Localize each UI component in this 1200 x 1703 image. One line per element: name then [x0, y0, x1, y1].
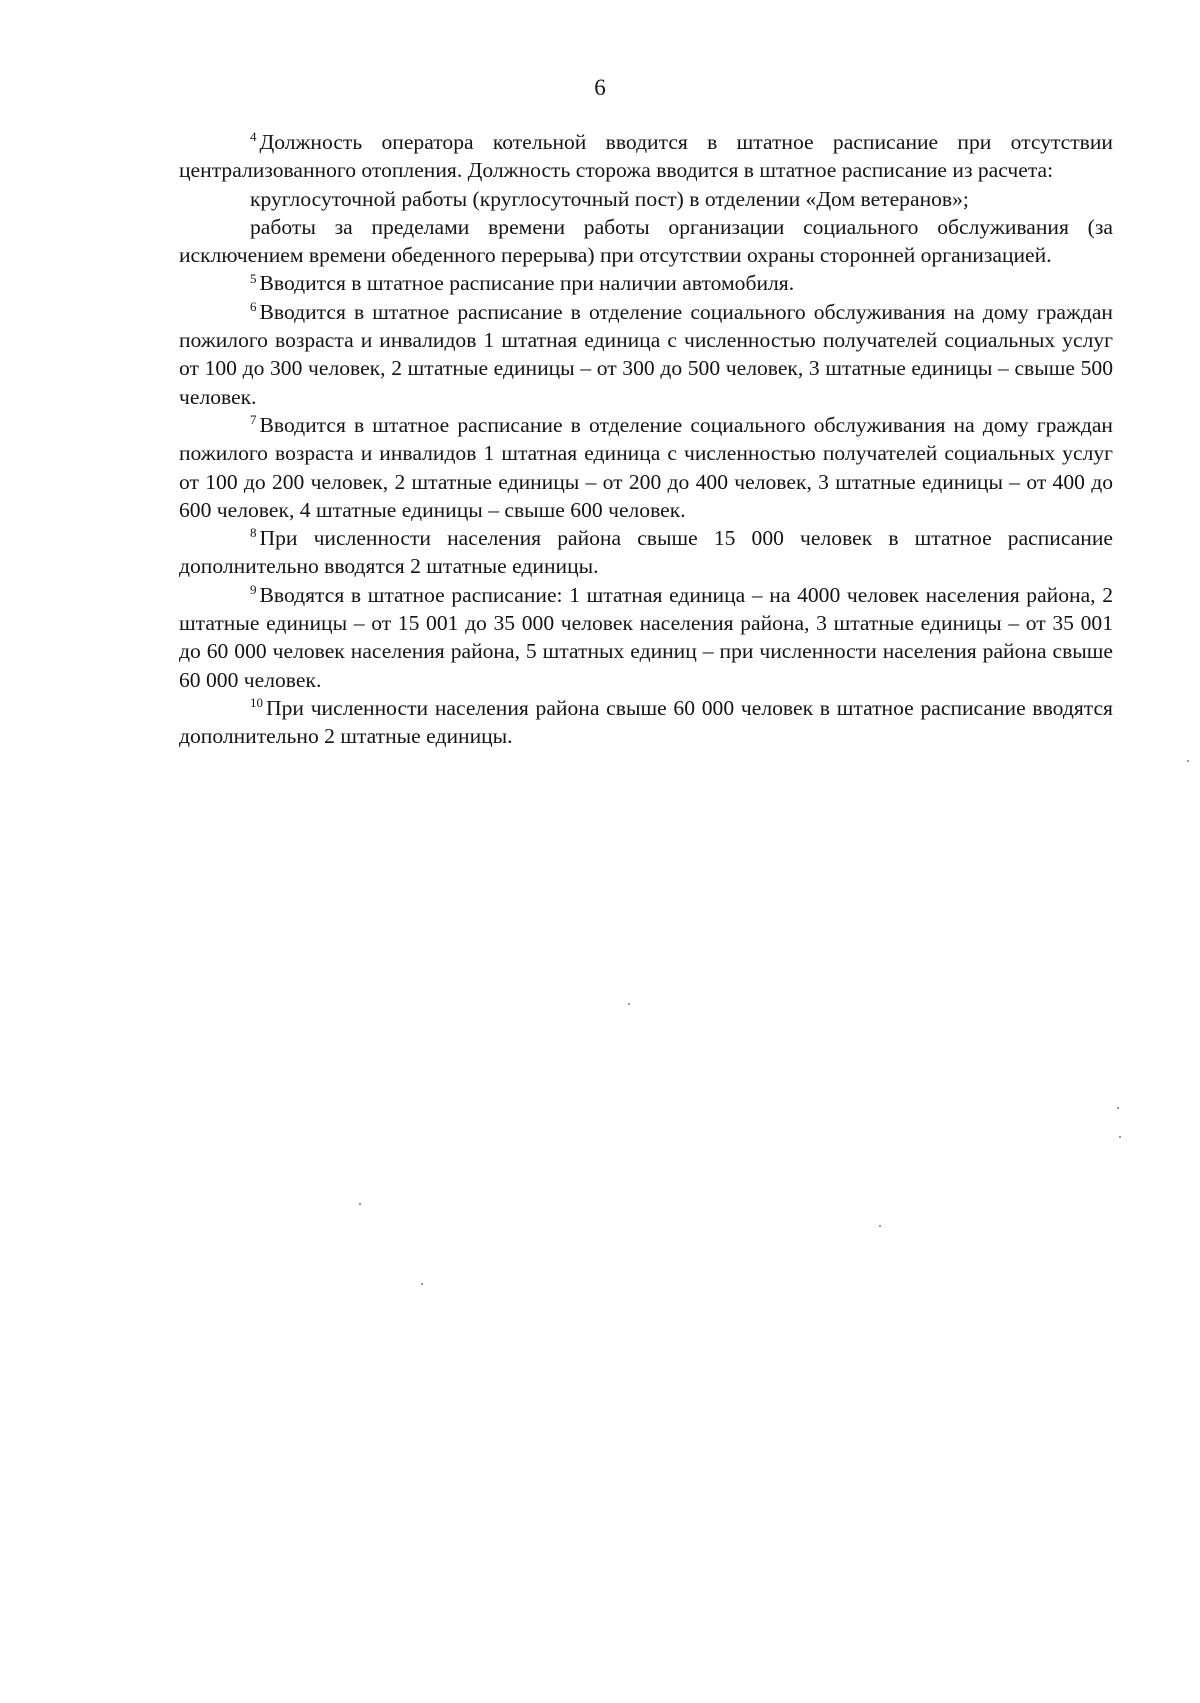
footnote-5	[179, 269, 1113, 297]
footnote-9	[179, 581, 1113, 694]
footnote-4-item-round-the-clock	[179, 185, 1113, 213]
footnote-8	[179, 524, 1113, 581]
footnote-text: работы за пределами времени работы организации социального обслуживания (за исключением времени обеденного перерыва) при отсутствии охраны сторонней организацией.	[179, 214, 1113, 268]
footnote-text: При численности населения района свыше 15 000 человек в штатное расписание дополнительно вводятся 2 штатные единицы.	[179, 526, 1113, 579]
footnote-text: Вводится в штатное расписание при наличии автомобиля.	[259, 271, 795, 296]
footnotes-section	[179, 128, 1113, 751]
scan-speck	[628, 1003, 630, 1005]
footnote-text: При численности населения района свыше 60 000 человек в штатное расписание вводятся дополнительно 2 штатные единицы.	[179, 695, 1113, 749]
footnote-10	[179, 694, 1113, 751]
footnote-7	[179, 411, 1113, 524]
scan-speck	[359, 1203, 361, 1205]
footnote-marker: 5	[250, 270, 257, 286]
footnote-marker: 6	[250, 298, 257, 314]
footnote-marker: 4	[250, 129, 257, 145]
scan-speck	[1187, 760, 1189, 762]
scan-speck	[421, 1283, 423, 1285]
scan-speck	[1119, 1136, 1121, 1138]
footnote-text: Вводится в штатное расписание в отделение социального обслуживания на дому граждан пожилого возраста и инвалидов 1 штатная единица с численностью получателей социальных услуг от 100 до 300 человек, 2 штатные единицы – от 300 до 500 человек, 3 штатные единицы – свыше 500 человек.	[179, 299, 1113, 409]
footnote-text: круглосуточной работы (круглосуточный пост) в отделении «Дом ветеранов»;	[250, 186, 969, 211]
footnote-4	[179, 128, 1113, 185]
footnote-text: Вводится в штатное расписание в отделение социального обслуживания на дому граждан пожилого возраста и инвалидов 1 штатная единица с численностью получателей социальных услуг от 100 до 200 человек, 2 штатные единицы – от 200 до 400 человек, 3 штатные единицы – от 400 до 600 человек, 4 штатные единицы – свыше 600 человек.	[179, 412, 1113, 522]
scan-speck	[879, 1225, 881, 1227]
footnote-6	[179, 298, 1113, 411]
footnote-4-item-outside-hours	[179, 213, 1113, 270]
footnote-marker: 10	[250, 695, 263, 711]
footnote-marker: 9	[250, 581, 257, 597]
footnote-text: Вводятся в штатное расписание: 1 штатная единица – на 4000 человек населения района, 2 штатные единицы – от 15 001 до 35 000 человек населения района, 3 штатные единицы – от 35 001 до 60 000 человек населения района, 5 штатных единиц – при численности населения района свыше 60 000 человек.	[179, 582, 1113, 692]
page-number: 6	[594, 75, 606, 100]
scan-speck	[1117, 1107, 1119, 1109]
footnote-text: Должность оператора котельной вводится в штатное расписание при отсутствии централизованного отопления. Должность сторожа вводится в штатное расписание из расчета:	[179, 130, 1113, 183]
footnote-marker: 8	[250, 525, 257, 541]
footnote-marker: 7	[250, 412, 257, 428]
